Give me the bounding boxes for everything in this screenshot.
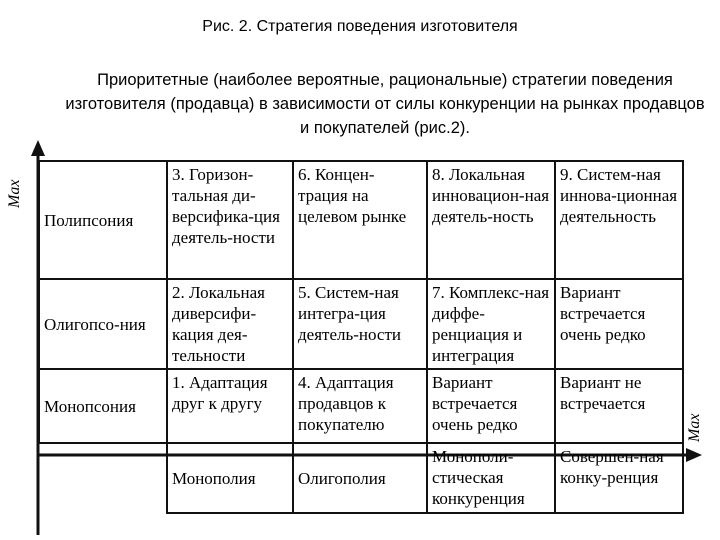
intro-paragraph: Приоритетные (наиболее вероятные, рациональные) стратегии поведения изготовителя (продавца) в зависимости от силы конкуренции на рынках продавцов и покупателей (рис.2). bbox=[65, 71, 705, 137]
column-label: Монополи-стическая конкуренция bbox=[427, 443, 555, 513]
x-axis-label: Max bbox=[686, 413, 703, 442]
corner-empty bbox=[39, 443, 167, 513]
row-oligopsony bbox=[39, 279, 683, 369]
y-axis-arrow bbox=[31, 140, 45, 156]
matrix-cell: 6. Концен-трация на целевом рынке bbox=[293, 161, 427, 279]
row-polypsony bbox=[39, 161, 683, 279]
x-axis-arrow bbox=[686, 448, 702, 462]
y-axis-label: Max bbox=[6, 179, 23, 208]
matrix-cell: Вариант встречается очень редко bbox=[555, 279, 683, 369]
strategy-matrix bbox=[38, 160, 684, 514]
row-label: Полипсония bbox=[39, 161, 167, 279]
matrix-cell: 5. Систем-ная интегра-ция деятель-ности bbox=[293, 279, 427, 369]
row-seller-markets bbox=[39, 443, 683, 513]
matrix-cell: Вариант встречается очень редко bbox=[427, 369, 555, 443]
matrix-cell: 3. Горизон-тальная ди-версифика-ция деятель-ности bbox=[167, 161, 293, 279]
column-label: Олигополия bbox=[293, 443, 427, 513]
matrix-cell: 8. Локальная инновацион-ная деятель-ность bbox=[427, 161, 555, 279]
column-label: Совершен-ная конку-ренция bbox=[555, 443, 683, 513]
matrix-cell: Вариант не встречается bbox=[555, 369, 683, 443]
row-label: Олигопсо-ния bbox=[39, 279, 167, 369]
matrix-cell: 4. Адаптация продавцов к покупателю bbox=[293, 369, 427, 443]
row-label: Монопсония bbox=[39, 369, 167, 443]
matrix-cell: 9. Систем-ная иннова-ционная деятельность bbox=[555, 161, 683, 279]
figure-title: Рис. 2. Стратегия поведения изготовителя bbox=[202, 18, 518, 35]
column-label: Монополия bbox=[167, 443, 293, 513]
matrix-cell: 1. Адаптация друг к другу bbox=[167, 369, 293, 443]
row-monopsony bbox=[39, 369, 683, 443]
matrix-cell: 2. Локальная диверсифи-кация дея-тельности bbox=[167, 279, 293, 369]
matrix-cell: 7. Комплекс-ная диффе-ренциация и интеграция bbox=[427, 279, 555, 369]
